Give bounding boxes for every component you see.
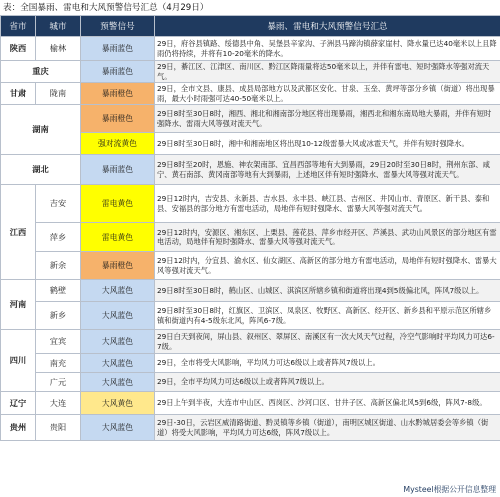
signal-cell: 大风蓝色 (81, 373, 155, 392)
province-cell: 辽宁 (1, 392, 36, 415)
signal-cell: 暴雨蓝色 (81, 37, 155, 61)
summary-cell: 29日12时内，安源区、湘东区、上栗县、莲花县、萍乡市经开区、芦溪县、武功山风景区的部分地区有雷电活动，局地伴有短时强降水、雷暴大风等强对流天气。 (155, 223, 500, 252)
signal-cell: 暴雨橙色 (81, 83, 155, 105)
page-title: 表：全国暴雨、雷电和大风预警信号汇总（4月29日） (3, 3, 209, 13)
summary-cell: 29日，全市将受大风影响，平均风力可达6级以上或者阵风7级以上。 (155, 354, 500, 373)
province-cell: 贵州 (1, 415, 36, 441)
signal-cell: 暴雨橙色 (81, 105, 155, 133)
city-cell: 新余 (36, 252, 81, 280)
province-cell: 四川 (1, 330, 36, 392)
city-cell: 萍乡 (36, 223, 81, 252)
table-row (1, 105, 500, 133)
province-cell: 重庆 (1, 61, 81, 83)
city-cell: 贵阳 (36, 415, 81, 441)
summary-cell: 29日，綦江区、江津区、南川区、黔江区降雨量将达50毫米以上，并伴有雷电、短时强降水等强对流天气。 (155, 61, 500, 83)
summary-cell: 29日12时内，吉安县、永新县、吉水县、永丰县、峡江县、吉州区、井冈山市、青原区、新干县、泰和县、安福县的部分地方有雷电活动，局地伴有短时强降水、雷暴大风等强对流天气。 (155, 185, 500, 223)
signal-cell: 大风蓝色 (81, 354, 155, 373)
table-row (1, 392, 500, 415)
table-header-row (1, 16, 500, 37)
city-cell: 陇南 (36, 83, 81, 105)
summary-cell: 29日8时至30日8时，红旗区、卫滨区、凤泉区、牧野区、高新区、经开区、新乡县和平原示范区所辖乡镇和街道内有4-5级东北风，阵风6-7级。 (155, 302, 500, 330)
signal-cell: 暴雨蓝色 (81, 155, 155, 185)
province-cell: 陕西 (1, 37, 36, 61)
signal-cell: 雷电黄色 (81, 185, 155, 223)
signal-cell: 大风蓝色 (81, 330, 155, 354)
table-row (1, 280, 500, 302)
signal-cell: 大风蓝色 (81, 280, 155, 302)
city-cell: 吉安 (36, 185, 81, 223)
summary-cell: 29日，府谷县镇路、绥德县中角、吴堡县辛家沟、子洲县马蹄沟镇薛家崖村、降水量已达40毫米以上且降雨仍将持续，并将有10-20毫米的降水。 (155, 37, 500, 61)
table-row (1, 61, 500, 83)
warning-signals-table (0, 15, 500, 441)
city-cell: 南充 (36, 354, 81, 373)
signal-cell: 雷电黄色 (81, 223, 155, 252)
summary-cell: 29日，全市平均风力可达6级以上或者阵风7级以上。 (155, 373, 500, 392)
signal-cell: 大风黄色 (81, 392, 155, 415)
province-cell: 湖北 (1, 155, 81, 185)
table-row (1, 373, 500, 392)
province-cell: 湖南 (1, 105, 81, 155)
header-province: 省市 (1, 16, 36, 37)
table-row (1, 354, 500, 373)
summary-cell: 29日白天到夜间，屏山县、叙州区、翠屏区、南溪区有一次大风天气过程，冷空气影响时平均风力可达6-7级。 (155, 330, 500, 354)
summary-cell: 29日8时至30日8时，湘中和湘南地区将出现10-12级雷暴大风或冰雹天气，并伴有短时强降水。 (155, 133, 500, 155)
table-row (1, 330, 500, 354)
summary-cell: 29日-30日，云岩区威清路街道、黔灵镇等乡镇（街道），南明区城区街道、山水黔城居委会等乡镇（街道）将受大风影响，平均风力可达6级，阵风7级以上。 (155, 415, 500, 441)
table-row (1, 252, 500, 280)
signal-cell: 暴雨蓝色 (81, 61, 155, 83)
header-signal: 预警信号 (81, 16, 155, 37)
city-cell: 榆林 (36, 37, 81, 61)
summary-cell: 29日8时至30日8时，鹤山区、山城区、淇滨区所辖乡镇和街道将出现4到5级偏北风，阵风7级以上。 (155, 280, 500, 302)
summary-cell: 29日8时至20时，恩施、神农架南部、宜昌西部等地有大到暴雨，29日20时至30日8时，荆州东部、咸宁、黄石南部、黄冈南部等地有大到暴雨，上述地区伴有短时强降水、雷暴大风等强对流天气。 (155, 155, 500, 185)
source-credit: Mysteel根据公开信息整理 (403, 485, 496, 494)
summary-cell: 29日8时至30日8时，湘西、湘北和湘南部分地区将出现暴雨，湘西北和湘东南局地大暴雨，并伴有短时强降水、雷雨大风等强对流天气。 (155, 105, 500, 133)
province-cell: 河南 (1, 280, 36, 330)
signal-cell: 强对流黄色 (81, 133, 155, 155)
table-row (1, 37, 500, 61)
header-city: 城市 (36, 16, 81, 37)
summary-cell: 29日，全市文县、康县、成县局部地方以及武都区安化、甘泉、玉垒、黄坪等部分乡镇（街道）将出现暴雨，最大小时雨强可达40-50毫米以上。 (155, 83, 500, 105)
city-cell: 新乡 (36, 302, 81, 330)
city-cell: 大连 (36, 392, 81, 415)
signal-cell: 大风蓝色 (81, 302, 155, 330)
table-row (1, 302, 500, 330)
table-row (1, 155, 500, 185)
table-row (1, 83, 500, 105)
table-row (1, 415, 500, 441)
table-row (1, 223, 500, 252)
header-summary: 暴雨、雷电和大风预警信号汇总 (155, 16, 500, 37)
signal-cell: 大风蓝色 (81, 415, 155, 441)
signal-cell: 暴雨橙色 (81, 252, 155, 280)
table-row (1, 185, 500, 223)
province-cell: 江西 (1, 185, 36, 280)
summary-cell: 29日12时内，分宜县、渝水区、仙女湖区、高新区的部分地方有雷电活动，局地伴有短时强降水、雷暴大风等强对流天气。 (155, 252, 500, 280)
city-cell: 广元 (36, 373, 81, 392)
province-cell: 甘肃 (1, 83, 36, 105)
summary-cell: 29日上午到半夜，大连市中山区、西岗区、沙河口区、甘井子区、高新区偏北风5到6级，阵风7-8级。 (155, 392, 500, 415)
city-cell: 宜宾 (36, 330, 81, 354)
city-cell: 鹤壁 (36, 280, 81, 302)
